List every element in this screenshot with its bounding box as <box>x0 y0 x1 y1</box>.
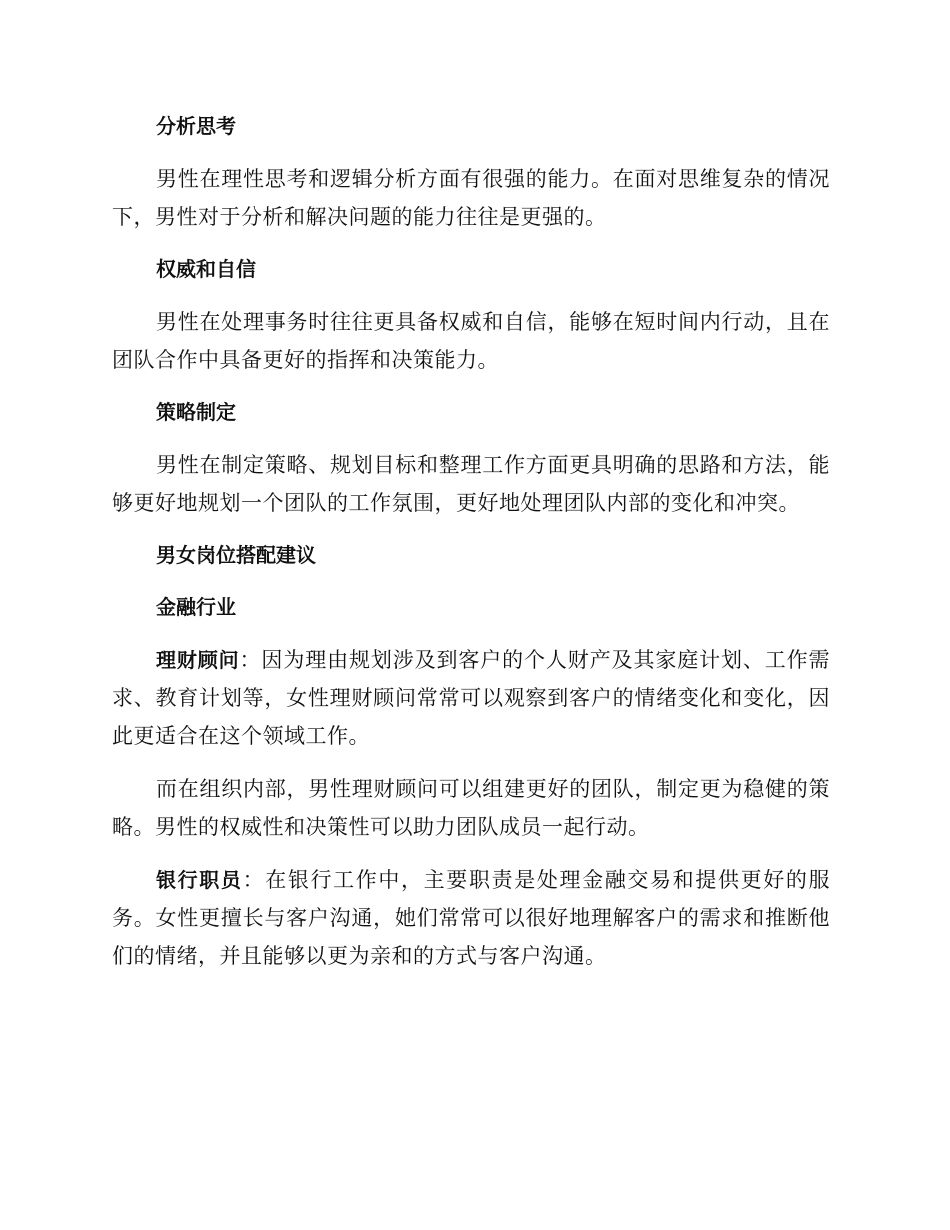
section-heading-pairing: 男女岗位搭配建议 <box>156 543 316 567</box>
bank-clerk-label: 银行职员 <box>156 868 243 892</box>
paragraph-advisor-team: 而在组织内部，男性理财顾问可以组建更好的团队，制定更为稳健的策略。男性的权威性和决策性可以助力团队成员一起行动。 <box>112 777 830 839</box>
bank-clerk-text: ：在银行工作中，主要职责是处理金融交易和提供更好的服务。女性更擅长与客户沟通，她们常常可以很好地理解客户的需求和推断他们的情绪，并且能够以更为亲和的方式与客户沟通。 <box>112 868 831 968</box>
paragraph-financial-advisor <box>112 641 830 755</box>
document-body <box>112 108 830 990</box>
section-paragraph-authority: 男性在处理事务时往往更具备权威和自信，能够在短时间内行动，且在团队合作中具备更好的指挥和决策能力。 <box>112 310 830 372</box>
financial-advisor-text: ：因为理由规划涉及到客户的个人财产及其家庭计划、工作需求、教育计划等，女性理财顾问常常可以观察到客户的情绪变化和变化，因此更适合在这个领域工作。 <box>112 648 831 748</box>
section-heading-finance: 金融行业 <box>156 595 236 619</box>
section-heading-authority: 权威和自信 <box>156 257 256 281</box>
section-heading-analysis: 分析思考 <box>156 114 236 138</box>
financial-advisor-label: 理财顾问 <box>156 648 240 672</box>
paragraph-bank-clerk <box>112 861 830 975</box>
section-heading-strategy: 策略制定 <box>156 400 236 424</box>
section-paragraph-strategy: 男性在制定策略、规划目标和整理工作方面更具明确的思路和方法，能够更好地规划一个团队的工作氛围，更好地处理团队内部的变化和冲突。 <box>112 453 830 515</box>
section-paragraph-analysis: 男性在理性思考和逻辑分析方面有很强的能力。在面对思维复杂的情况下，男性对于分析和解决问题的能力往往是更强的。 <box>112 167 830 229</box>
